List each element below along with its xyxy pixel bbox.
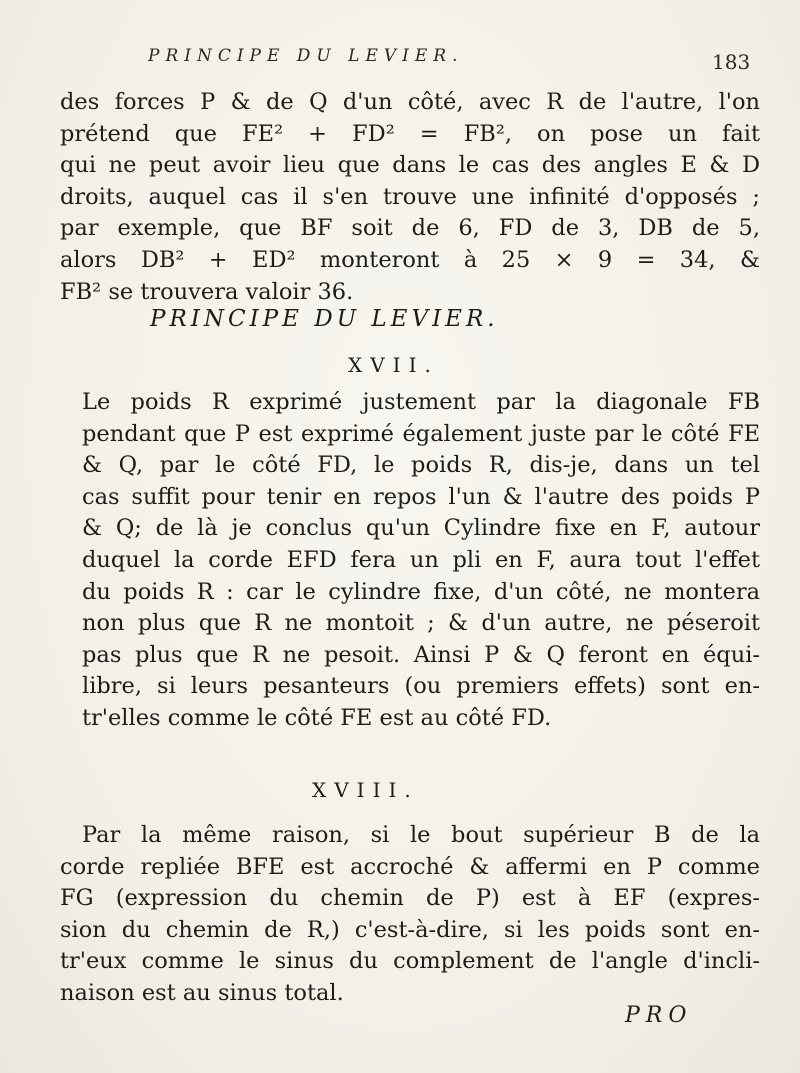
text-line: FG (expression du chemin de P) est à EF (expres- xyxy=(60,885,760,912)
text-line: corde repliée BFE est accroché & affermi en P comme xyxy=(60,853,760,880)
catchword: PRO xyxy=(625,1003,693,1028)
text-line: par exemple, que BF soit de 6, FD de 3, DB de 5, xyxy=(60,215,760,242)
running-title: PRINCIPE DU LEVIER. xyxy=(148,46,464,66)
text-line: du poids R : car le cylindre fixe, d'un côté, ne montera xyxy=(82,578,760,605)
paragraph-1 xyxy=(60,87,760,308)
text-line: Le poids R exprimé justement par la diagonale FB xyxy=(82,389,760,415)
section-number-xviii: XVIII. xyxy=(312,778,419,802)
paragraph-3 xyxy=(60,820,760,1010)
text-line: libre, si leurs pesanteurs (ou premiers effets) sont en- xyxy=(82,673,760,700)
text-line: pas plus que R ne pesoit. Ainsi P & Q feront en équi- xyxy=(82,641,760,668)
text-line: tr'elles comme le côté FE est au côté FD. xyxy=(82,704,552,731)
section-title: PRINCIPE DU LEVIER. xyxy=(150,306,499,332)
paragraph-2 xyxy=(60,387,760,735)
page-number: 183 xyxy=(712,50,751,74)
text-line: & Q, par le côté FD, le poids R, dis-je, dans un tel xyxy=(82,452,760,479)
text-line: pendant que P est exprimé également juste par le côté FE xyxy=(82,420,760,447)
text-line: duquel la corde EFD fera un pli en F, aura tout l'effet xyxy=(82,546,760,573)
text-line: prétend que FE² + FD² = FB², on pose un fait xyxy=(60,120,760,147)
text-line: sion du chemin de R,) c'est-à-dire, si les poids sont en- xyxy=(60,916,760,943)
text-line: des forces P & de Q d'un côté, avec R de l'autre, l'on xyxy=(60,89,760,115)
text-line: cas suffit pour tenir en repos l'un & l'autre des poids P xyxy=(82,483,760,510)
text-line: FB² se trouvera valoir 36. xyxy=(60,278,354,305)
text-line: alors DB² + ED² monteront à 25 × 9 = 34, & xyxy=(60,246,760,273)
text-line: non plus que R ne montoit ; & d'un autre, ne péseroit xyxy=(82,610,760,637)
text-line: naison est au sinus total. xyxy=(60,979,344,1006)
text-line: & Q; de là je conclus qu'un Cylindre fixe en F, autour xyxy=(82,515,760,542)
text-line: tr'eux comme le sinus du complement de l'angle d'incli- xyxy=(60,948,760,975)
text-line: Par la même raison, si le bout supérieur B de la xyxy=(82,822,760,848)
section-number-xvii: XVII. xyxy=(348,353,439,377)
text-line: droits, auquel cas il s'en trouve une infinité d'opposés ; xyxy=(60,183,760,210)
text-line: qui ne peut avoir lieu que dans le cas des angles E & D xyxy=(60,152,760,179)
